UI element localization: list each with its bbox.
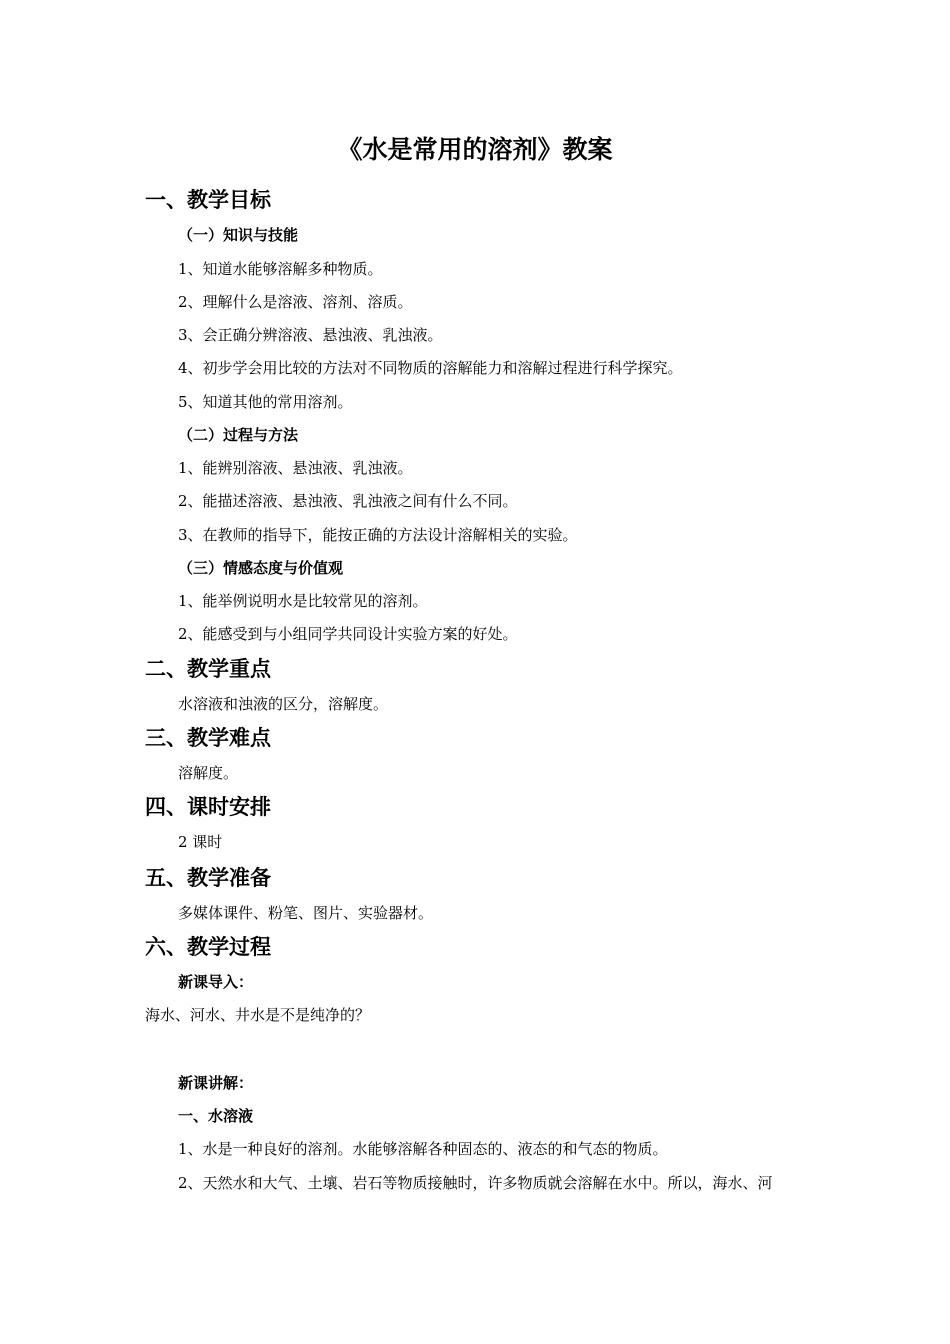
list-item: 5、知道其他的常用溶剂。 bbox=[178, 393, 353, 411]
section-heading-difficulties: 三、教学难点 bbox=[145, 726, 271, 750]
section-heading-process: 六、教学过程 bbox=[145, 935, 271, 959]
section-text: 多媒体课件、粉笔、图片、实验器材。 bbox=[178, 904, 434, 922]
section-text: 水溶液和浊液的区分，溶解度。 bbox=[178, 695, 389, 713]
list-item: 1、能举例说明水是比较常见的溶剂。 bbox=[178, 592, 428, 610]
list-item: 2、能感受到与小组同学共同设计实验方案的好处。 bbox=[178, 625, 518, 643]
list-item: 3、会正确分辨溶液、悬浊液、乳浊液。 bbox=[178, 326, 443, 344]
section-heading-key-points: 二、教学重点 bbox=[145, 657, 271, 681]
subheading-aqueous-solution: 一、水溶液 bbox=[178, 1107, 254, 1125]
subheading-attitudes-values: （三）情感态度与价值观 bbox=[178, 559, 344, 577]
list-item: 2、能描述溶液、悬浊液、乳浊液之间有什么不同。 bbox=[178, 492, 518, 510]
section-heading-objectives: 一、教学目标 bbox=[145, 188, 271, 212]
section-heading-preparation: 五、教学准备 bbox=[145, 866, 271, 890]
list-item: 2、天然水和大气、土壤、岩石等物质接触时，许多物质就会溶解在水中。所以，海水、河 bbox=[178, 1174, 773, 1192]
section-text: 2 课时 bbox=[178, 833, 223, 851]
document-title: 《水是常用的溶剂》教案 bbox=[337, 135, 613, 164]
intro-text: 海水、河水、井水是不是纯净的？ bbox=[145, 1006, 371, 1024]
section-text: 溶解度。 bbox=[178, 764, 239, 782]
subheading-knowledge-skills: （一）知识与技能 bbox=[178, 226, 299, 244]
list-item: 1、能辨别溶液、悬浊液、乳浊液。 bbox=[178, 459, 413, 477]
list-item: 4、初步学会用比较的方法对不同物质的溶解能力和溶解过程进行科学探究。 bbox=[178, 359, 683, 377]
list-item: 1、知道水能够溶解多种物质。 bbox=[178, 260, 383, 278]
list-item: 1、水是一种良好的溶剂。水能够溶解各种固态的、液态的和气态的物质。 bbox=[178, 1140, 668, 1158]
subheading-lesson-intro: 新课导入： bbox=[178, 973, 254, 991]
list-item: 2、理解什么是溶液、溶剂、溶质。 bbox=[178, 293, 413, 311]
list-item: 3、在教师的指导下，能按正确的方法设计溶解相关的实验。 bbox=[178, 526, 578, 544]
subheading-lesson-lecture: 新课讲解： bbox=[178, 1074, 254, 1092]
section-heading-schedule: 四、课时安排 bbox=[145, 795, 271, 819]
subheading-process-methods: （二）过程与方法 bbox=[178, 426, 299, 444]
